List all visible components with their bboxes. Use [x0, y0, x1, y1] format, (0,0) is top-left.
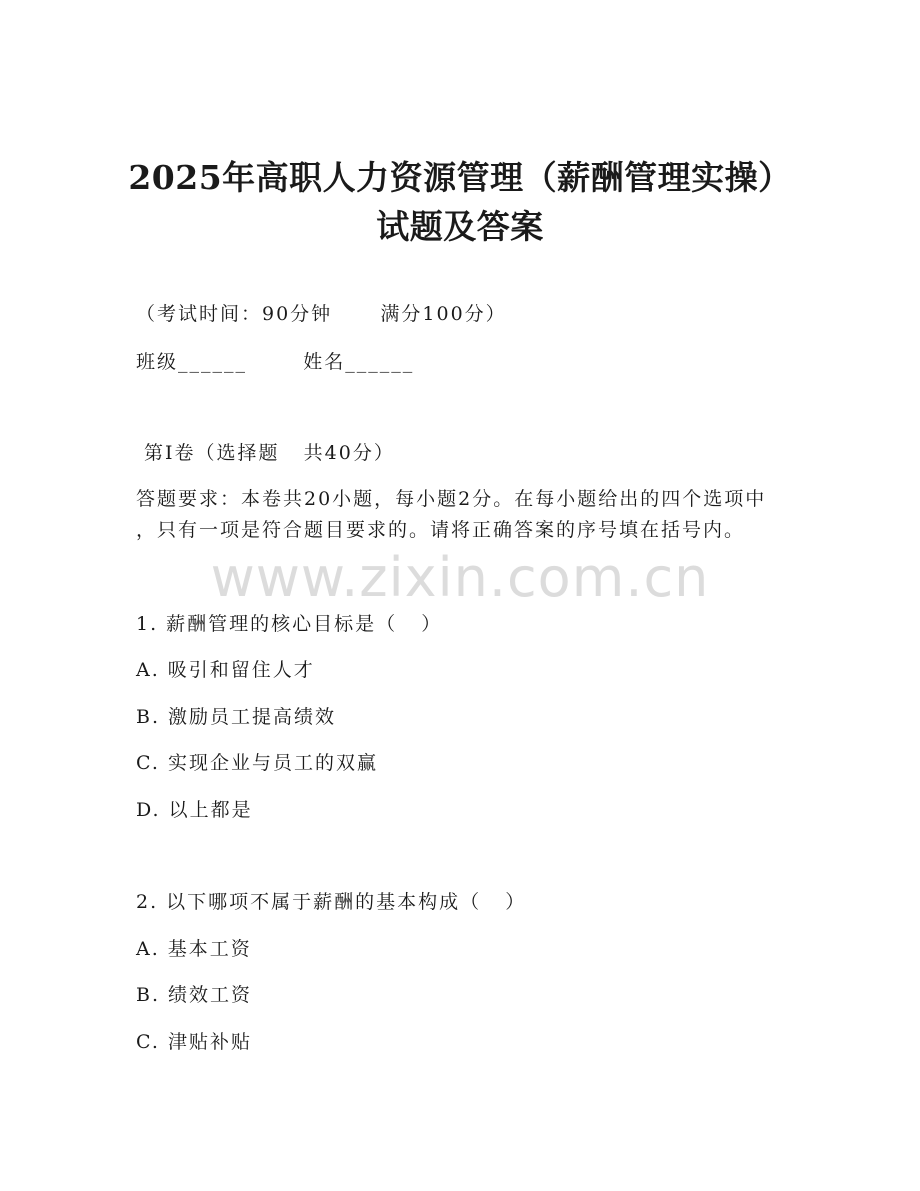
document-title-line-2: 试题及答案 [376, 207, 544, 246]
document-title-line-1: 2025年高职人力资源管理（薪酬管理实操） [128, 158, 792, 197]
watermark: www.zixin.com.cn [210, 546, 710, 609]
question-1-option-c: C. 实现企业与员工的双赢 [136, 752, 378, 774]
question-1-stem: 1. 薪酬管理的核心目标是（ ） [136, 613, 443, 635]
section-heading: 第Ⅰ卷（选择题 共40分） [136, 442, 395, 464]
question-1-option-a: A. 吸引和留住人才 [136, 659, 315, 681]
class-name-line: 班级______ 姓名______ [136, 351, 415, 373]
question-1-option-b: B. 激励员工提高绩效 [136, 706, 337, 728]
question-1-option-d: D. 以上都是 [136, 799, 253, 821]
exam-info: （考试时间：90分钟 满分100分） [136, 303, 507, 325]
question-2-stem: 2. 以下哪项不属于薪酬的基本构成（ ） [136, 891, 527, 913]
question-2-option-a: A. 基本工资 [136, 938, 252, 960]
question-2-option-b: B. 绩效工资 [136, 984, 253, 1006]
instructions-line-1: 答题要求：本卷共20小题，每小题2分。在每小题给出的四个选项中 [136, 488, 767, 510]
instructions-line-2: ，只有一项是符合题目要求的。请将正确答案的序号填在括号内。 [136, 519, 746, 541]
question-2-option-c: C. 津贴补贴 [136, 1031, 252, 1053]
